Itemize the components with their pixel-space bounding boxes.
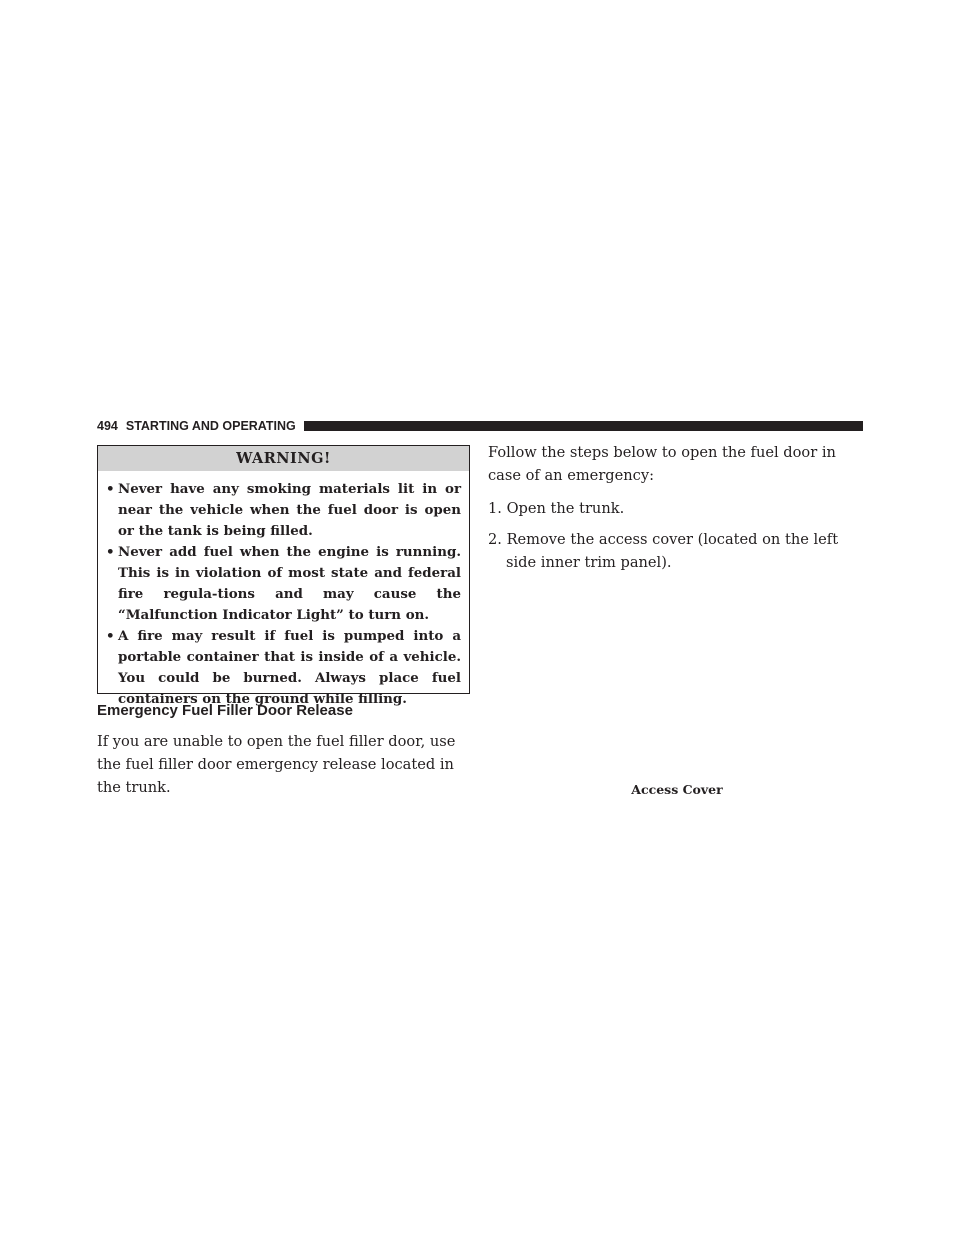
header-rule xyxy=(304,421,863,431)
warning-text: A fire may result if fuel is pumped into a portable container that is inside of a vehicle. You could be burned. Always place fuel containers on the ground while filling. xyxy=(118,628,461,707)
section-body: If you are unable to open the fuel filler door, use the fuel filler door emergency release located in the trunk. xyxy=(97,733,456,796)
warning-item xyxy=(106,626,461,710)
warning-text: Never have any smoking materials lit in or near the vehicle when the fuel door is open or the tank is being filled. xyxy=(118,481,461,539)
warning-list xyxy=(98,471,469,710)
warning-text: Never add fuel when the engine is running. This is in violation of most state and federal fire regula-tions and may cause the “Malfunction Indicator Light” to turn on. xyxy=(118,544,461,623)
bullet-icon: • xyxy=(106,481,115,497)
section-heading: Emergency Fuel Filler Door Release xyxy=(97,702,353,719)
bullet-icon: • xyxy=(106,628,115,644)
steps-intro: Follow the steps below to open the fuel door in case of an emergency: xyxy=(488,444,836,484)
warning-box xyxy=(97,445,470,707)
figure-caption: Access Cover xyxy=(631,782,723,797)
step-item: 1. Open the trunk. xyxy=(488,500,625,517)
right-column xyxy=(488,441,866,582)
warning-item xyxy=(106,542,461,626)
step-item: 2. Remove the access cover (located on the left side inner trim panel). xyxy=(488,531,839,571)
warning-item xyxy=(106,479,461,542)
warning-title: WARNING! xyxy=(98,446,469,471)
page-header xyxy=(97,418,863,434)
bullet-icon: • xyxy=(106,544,115,560)
page-number: 494 xyxy=(97,419,118,433)
section-title: STARTING AND OPERATING xyxy=(125,419,296,433)
